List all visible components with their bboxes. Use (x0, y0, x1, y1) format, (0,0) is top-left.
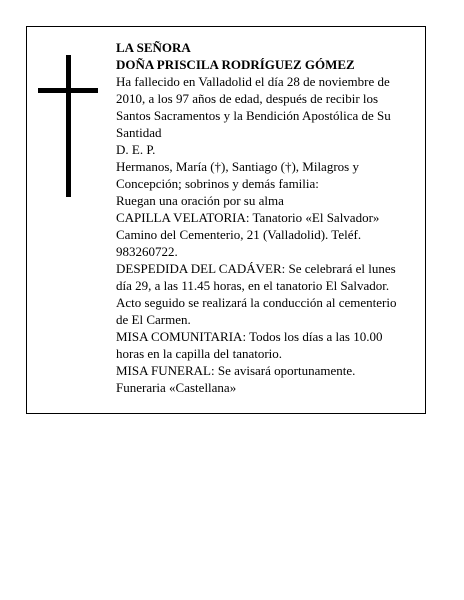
notice-line: Camino del Cementerio, 21 (Valladolid). Teléf. (116, 227, 362, 242)
notice-line: MISA COMUNITARIA: Todos los días a las 10.00 (116, 329, 383, 344)
notice-line: Ruegan una oración por su alma (116, 193, 284, 208)
notice-line: 2010, a los 97 años de edad, después de recibir los (116, 91, 379, 106)
notice-line: Funeraria «Castellana» (116, 380, 237, 395)
notice-line: CAPILLA VELATORIA: Tanatorio «El Salvador» (116, 210, 380, 225)
notice-line: Hermanos, María (†), Santiago (†), Milagros y (116, 159, 359, 174)
notice-line: 983260722. (116, 244, 178, 259)
cross-vertical-bar (66, 55, 71, 197)
cross-horizontal-bar (38, 88, 98, 93)
notice-line: MISA FUNERAL: Se avisará oportunamente. (116, 363, 356, 378)
notice-line: Ha fallecido en Valladolid el día 28 de noviembre de (116, 74, 390, 89)
notice-line: Santos Sacramentos y la Bendición Apostólica de Su (116, 108, 391, 123)
notice-line: DESPEDIDA DEL CADÁVER: Se celebrará el lunes (116, 261, 396, 276)
notice-line: de El Carmen. (116, 312, 191, 327)
notice-heading-name: DOÑA PRISCILA RODRÍGUEZ GÓMEZ (116, 57, 355, 72)
notice-line: Acto seguido se realizará la conducción al cementerio (116, 295, 397, 310)
cross-icon (38, 55, 98, 197)
notice-line: día 29, a las 11.45 horas, en el tanatorio El Salvador. (116, 278, 390, 293)
notice-line: horas en la capilla del tanatorio. (116, 346, 283, 361)
notice-heading-title: LA SEÑORA (116, 40, 191, 55)
notice-text (116, 39, 416, 396)
notice-line: Santidad (116, 125, 162, 140)
notice-line: Concepción; sobrinos y demás familia: (116, 176, 319, 191)
notice-line: D. E. P. (116, 142, 156, 157)
obituary-notice (26, 26, 426, 414)
